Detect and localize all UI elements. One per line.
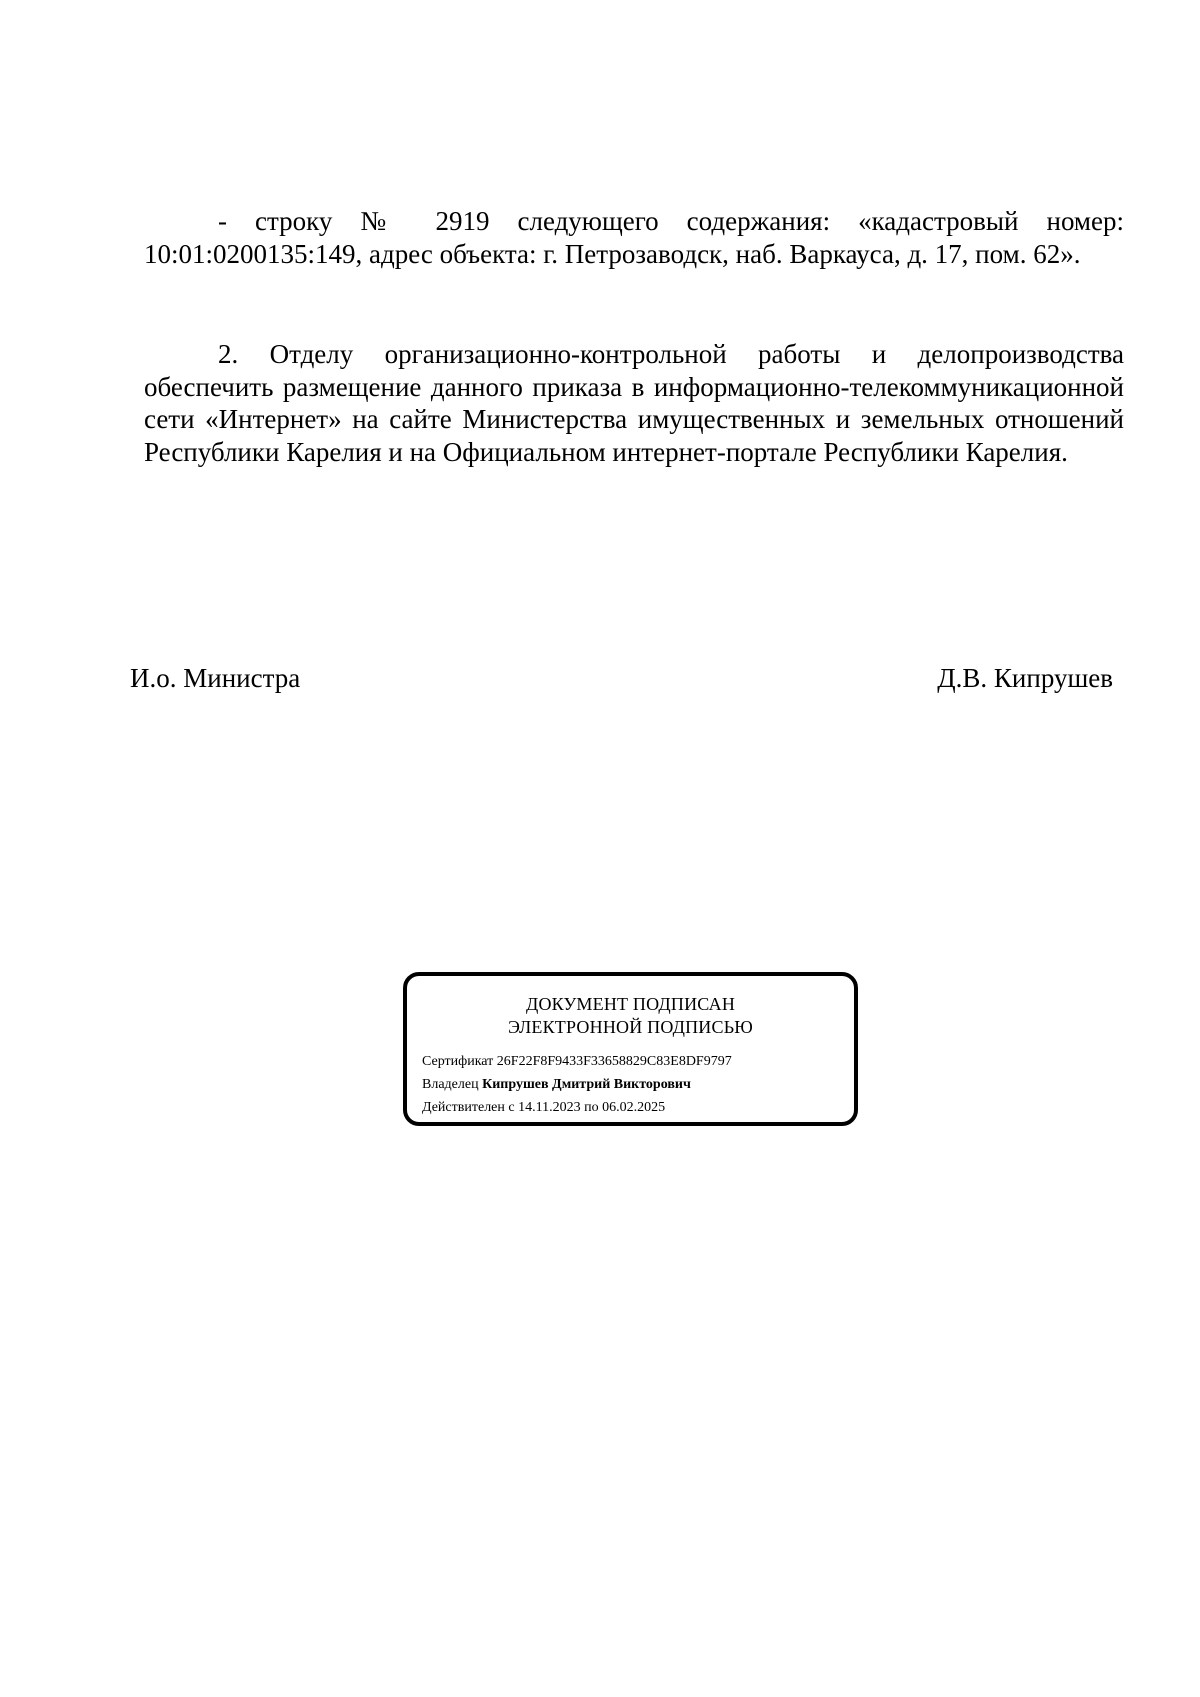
signatory-name: Д.В. Кипрушев: [937, 663, 1113, 693]
stamp-heading: [407, 993, 854, 1039]
paragraph-publication-order: 2. Отделу организационно-контрольной работы и делопроизводства обеспечить размещение данного приказа в информационно-телекоммуникационной сети «Интернет» на сайте Министерства имущественных и земельных отношений Республики Карелия и на Официальном интернет-портале Республики Карелия.: [144, 339, 1124, 467]
validity-to-label: по: [584, 1100, 599, 1115]
electronic-signature-stamp: [403, 972, 858, 1126]
stamp-validity-line: [422, 1096, 854, 1119]
validity-to-date: 06.02.2025: [602, 1100, 666, 1115]
validity-from-label: с: [508, 1100, 515, 1115]
stamp-certificate-line: [422, 1050, 854, 1073]
owner-value: Кипрушев Дмитрий Викторович: [482, 1077, 691, 1092]
stamp-heading-line-1: ДОКУМЕНТ ПОДПИСАН: [525, 994, 736, 1014]
stamp-details: [422, 1050, 854, 1119]
certificate-label: Сертификат: [422, 1054, 494, 1069]
validity-label: Действителен: [422, 1100, 505, 1115]
owner-label: Владелец: [422, 1077, 479, 1092]
validity-from-date: 14.11.2023: [518, 1100, 581, 1115]
stamp-owner-line: [422, 1073, 854, 1096]
certificate-value: 26F22F8F9433F33658829C83E8DF9797: [496, 1054, 732, 1069]
paragraph-cadastral-line: - строку № 2919 следующего содержания: «кадастровый номер: 10:01:0200135:149, адрес объекта: г. Петрозаводск, наб. Варкауса, д. 17, пом. 62».: [144, 206, 1124, 269]
signatory-position: И.о. Министра: [130, 663, 301, 693]
stamp-heading-line-2: ЭЛЕКТРОННОЙ ПОДПИСЬЮ: [508, 1017, 753, 1037]
